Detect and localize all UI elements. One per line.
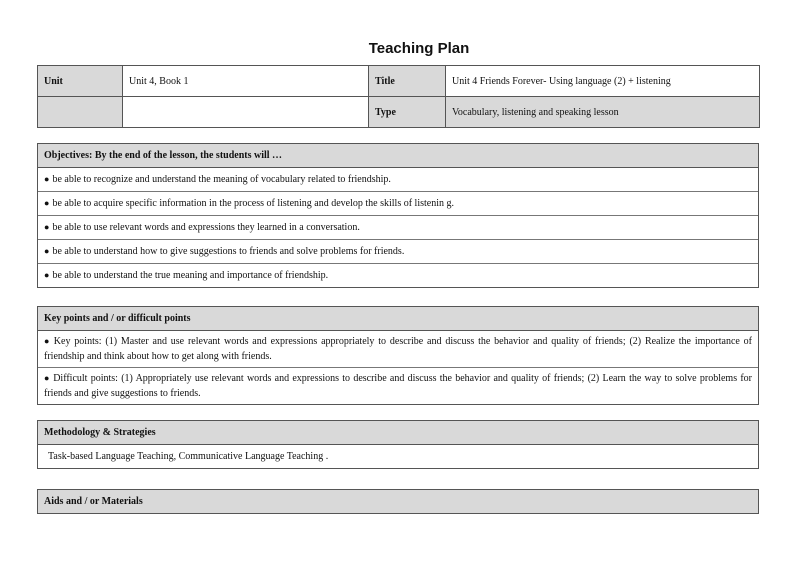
page-title: Teaching Plan (368, 40, 470, 57)
aids-header: Aids and / or Materials (38, 490, 758, 513)
methodology-text: Task-based Language Teaching, Communicative Language Teaching . (48, 451, 329, 462)
empty-cell (123, 97, 369, 128)
type-label: Type (369, 97, 446, 128)
info-table (37, 65, 760, 128)
bullet-icon: ● (44, 270, 50, 280)
objective-item: ● be able to understand the true meaning and importance of friendship. (44, 270, 329, 281)
objective-item: ● be able to understand how to give suggestions to friends and solve problems for friends. (38, 240, 758, 264)
title-value: Unit 4 Friends Forever- Using language (2) + listening (446, 66, 760, 97)
objectives-section (37, 143, 759, 288)
difficult-points-item: ● Difficult points: (1) Appropriately use relevant words and expressions to describe and discuss the behavior and quality of friends; (2) Learn the way to solve problems for friends and give suggestions to friends. (44, 373, 753, 399)
key-points-item: ● Key points: (1) Master and use relevant words and expressions appropriately to describe and discuss the behavior and quality of friends; (2) Realize the importance of friendship and think about how to get along with friends. (38, 331, 758, 368)
objectives-header: Objectives: By the end of the lesson, the students will … (38, 144, 758, 168)
unit-value: Unit 4, Book 1 (123, 66, 369, 97)
aids-section (37, 489, 759, 514)
empty-grey-cell (38, 97, 123, 128)
objective-item: ● be able to use relevant words and expressions they learned in a conversation. (38, 216, 758, 240)
bullet-icon: ● (44, 246, 50, 256)
key-points-header: Key points and / or difficult points (38, 307, 758, 331)
title-label: Title (369, 66, 446, 97)
unit-label: Unit (38, 66, 123, 97)
key-points-section (37, 306, 759, 405)
bullet-icon: ● (44, 222, 50, 232)
bullet-icon: ● (44, 174, 50, 184)
objective-item: ● be able to acquire specific information in the process of listening and develop the skills of listenin g. (38, 192, 758, 216)
bullet-icon: ● (44, 373, 51, 383)
bullet-icon: ● (44, 198, 50, 208)
objective-item: ● be able to recognize and understand the meaning of vocabulary related to friendship. (38, 168, 758, 192)
type-value: Vocabulary, listening and speaking lesson (446, 97, 760, 128)
methodology-section (37, 420, 759, 469)
methodology-header: Methodology & Strategies (38, 421, 758, 445)
bullet-icon: ● (44, 336, 51, 346)
